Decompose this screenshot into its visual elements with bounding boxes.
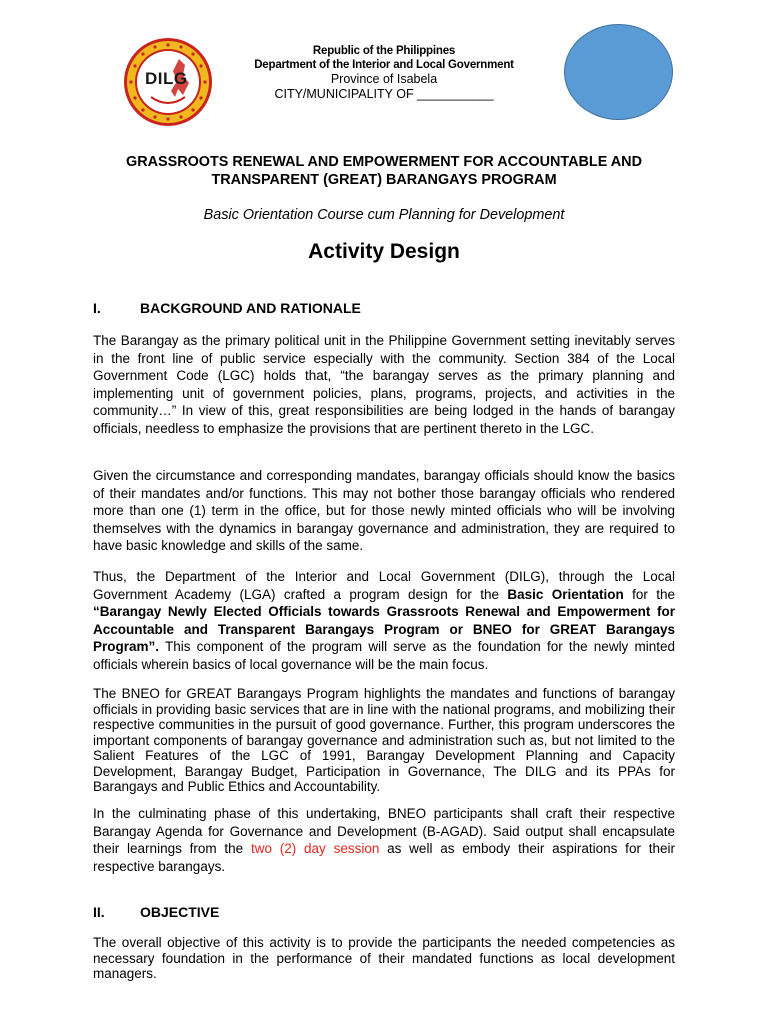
section-1-title: BACKGROUND AND RATIONALE — [140, 300, 361, 316]
p3-text-e: This component of the program will serve as the foundation for the newly minted officials wherein basics of local governance will be the main focus. — [93, 639, 675, 672]
p3-text-c: for the — [623, 586, 675, 602]
lgu-logo-placeholder — [564, 24, 673, 120]
city-municipality-line: CITY/MUNICIPALITY OF ___________ — [274, 87, 494, 101]
p5-two-day-session: two (2) day session — [250, 841, 380, 857]
section-2-heading — [93, 904, 219, 920]
p5-text-a: In the culminating phase of this undertaking, BNEO participants shall craft their respective Barangay Agenda for Governance and Development (B-AGAD). Said output shall encapsulate their learnings from the — [93, 806, 675, 857]
program-title-line2: TRANSPARENT (GREAT) BARANGAYS PROGRAM — [211, 172, 557, 188]
p5-text-c: as well as embody their aspirations for their respective barangays. — [93, 841, 675, 874]
republic-line: Republic of the Philippines — [312, 45, 456, 57]
section-1-heading — [93, 300, 361, 316]
section-1-paragraph-1: The Barangay as the primary political unit in the Philippine Government setting inevitably serves in the front line of public service especially with the community. Section 384 of the Local Government Code (LGC) holds that, “the barangay serves as the primary planning and implementing unit of government policies, plans, programs, projects, and activities in the community…” In view of this, great responsibilities are being lodged in the hands of barangay officials, needless to emphasize the provisions that are pertinent thereto in the LGC. — [93, 333, 675, 436]
section-2-title: OBJECTIVE — [140, 904, 220, 920]
p3-program-name: “Barangay Newly Elected Officials towards Grassroots Renewal and Empowerment for Accountable and Transparent Barangays Program or BNEO for GREAT Barangays Program”. — [93, 604, 675, 655]
program-title-line1: GRASSROOTS RENEWAL AND EMPOWERMENT FOR ACCOUNTABLE AND — [126, 154, 642, 170]
department-line: Department of the Interior and Local Government — [254, 59, 514, 71]
seal-text: DILG — [145, 69, 188, 88]
section-1-number: I. — [93, 300, 101, 316]
section-1-paragraph-2: Given the circumstance and corresponding mandates, barangay officials should know the basics of their mandates and/or functions. This may not bother those barangay officials who rendered more than one (1) term in the office, but for those newly minted officials who will be involving themselves with the dynamics in barangay governance and administration, they are required to have basic knowledge and skills of the same. — [93, 468, 675, 554]
p3-text-a: Thus, the Department of the Interior and Local Government (DILG), through the Local Government Academy (LGA) crafted a program design for the — [93, 569, 675, 602]
province-line: Province of Isabela — [330, 72, 438, 86]
document-title: Activity Design — [308, 240, 460, 263]
section-2-number: II. — [93, 904, 105, 920]
section-1-paragraph-4: The BNEO for GREAT Barangays Program highlights the mandates and functions of barangay officials in providing basic services that are in line with the national programs, and mobilizing their respective communities in the pursuit of good governance. Further, this program underscores the important components of barangay governance and administration such as, but not limited to the Salient Features of the LGC of 1991, Barangay Development Planning and Capacity Development, Barangay Budget, Participation in Governance, The DILG and its PPAs for Barangays and Public Ethics and Accountability. — [93, 686, 675, 794]
p3-basic-orientation: Basic Orientation — [507, 586, 624, 602]
section-1-paragraph-3 — [93, 568, 675, 674]
section-2-paragraph-1: The overall objective of this activity is to provide the participants the needed competencies as necessary foundation in the performance of their mandated functions as local development managers. — [93, 935, 675, 981]
program-subtitle: Basic Orientation Course cum Planning for Development — [203, 207, 565, 223]
section-1-paragraph-5 — [93, 805, 675, 875]
